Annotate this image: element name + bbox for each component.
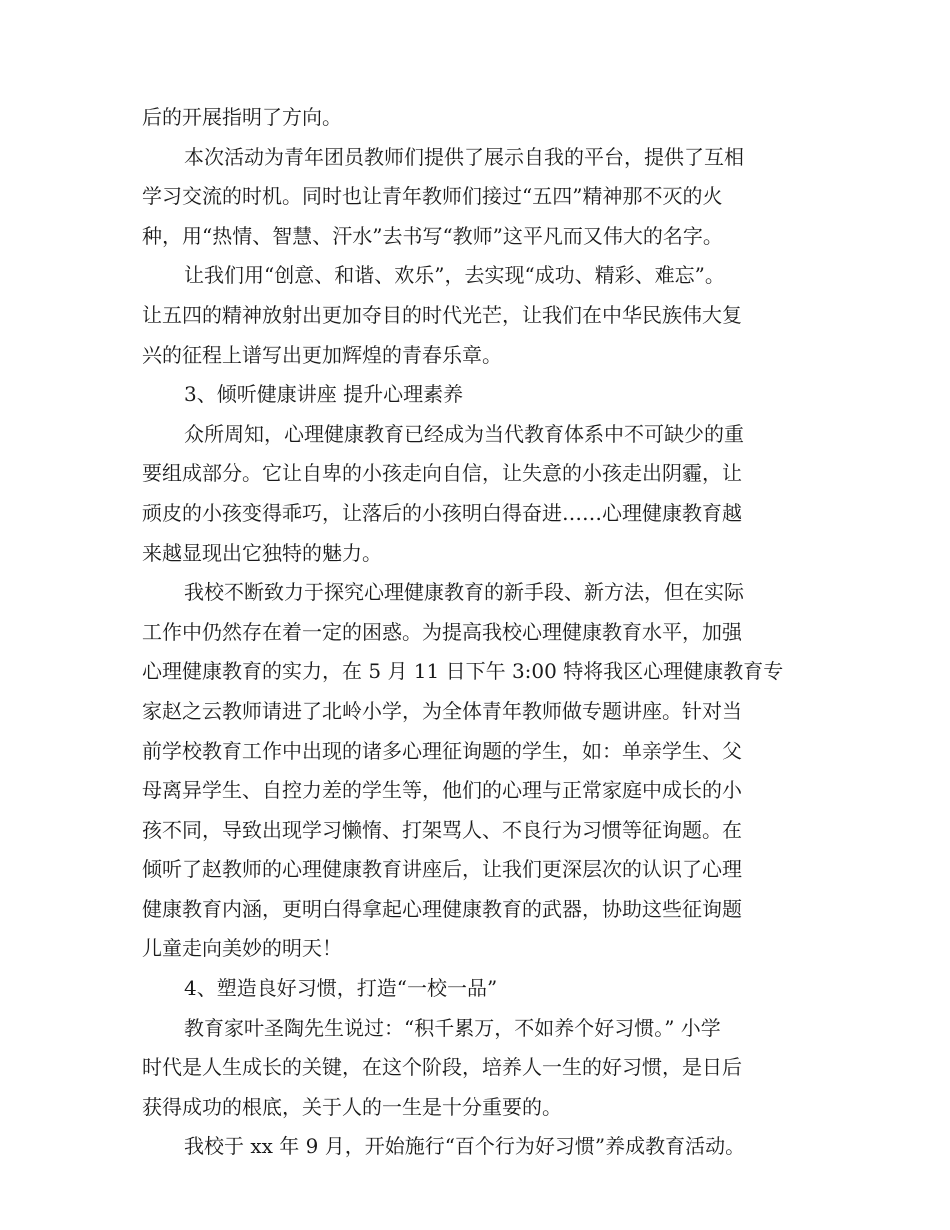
paragraph-line: 来越显现出它独特的魅力。 <box>142 540 382 565</box>
paragraph-line: 本次活动为青年团员教师们提供了展示自我的平台，提供了互相 <box>184 144 744 169</box>
paragraph-line: 前学校教育工作中出现的诸多心理征询题的学生，如：单亲学生、父 <box>142 738 742 763</box>
paragraph-line: 我校于 xx 年 9 月，开始施行“百个行为好习惯”养成教育活动。 <box>184 1134 746 1159</box>
paragraph-line: 兴的征程上谱写出更加辉煌的青春乐章。 <box>142 342 502 367</box>
paragraph-line: 获得成功的根底，关于人的一生是十分重要的。 <box>142 1094 562 1119</box>
paragraph-line: 孩不同，导致出现学习懒惰、打架骂人、不良行为习惯等征询题。在 <box>142 817 742 842</box>
paragraph-line: 儿童走向美妙的明天！ <box>142 936 342 961</box>
paragraph-line: 我校不断致力于探究心理健康教育的新手段、新方法，但在实际 <box>184 580 744 605</box>
paragraph-line: 众所周知，心理健康教育已经成为当代教育体系中不可缺少的重 <box>184 421 744 446</box>
paragraph-line: 后的开展指明了方向。 <box>142 105 342 129</box>
document-page <box>142 98 812 1167</box>
section-heading: 3、倾听健康讲座 提升心理素养 <box>184 382 464 407</box>
paragraph-line: 工作中仍然存在着一定的困惑。为提高我校心理健康教育水平，加强 <box>142 619 742 644</box>
paragraph-line: 倾听了赵教师的心理健康教育讲座后，让我们更深层次的认识了心理 <box>142 857 742 882</box>
paragraph-line: 时代是人生成长的关键，在这个阶段，培养人一生的好习惯，是日后 <box>142 1055 742 1080</box>
section-heading: 4、塑造良好习惯，打造“一校一品” <box>184 976 498 1001</box>
paragraph-line: 健康教育内涵，更明白得拿起心理健康教育的武器，协助这些征询题 <box>142 896 742 921</box>
paragraph-line: 让我们用“创意、和谐、欢乐”，去实现“成功、精彩、难忘”。 <box>184 263 725 288</box>
paragraph-line: 母离异学生、自控力差的学生等，他们的心理与正常家庭中成长的小 <box>142 778 742 803</box>
paragraph-line: 顽皮的小孩变得乖巧，让落后的小孩明白得奋进……心理健康教育越 <box>142 500 742 525</box>
paragraph-line: 教育家叶圣陶先生说过：“积千累万，不如养个好习惯。” 小学 <box>184 1015 721 1040</box>
paragraph-line: 种，用“热情、智慧、汗水”去书写“教师”这平凡而又伟大的名字。 <box>142 223 723 248</box>
paragraph-line: 心理健康教育的实力，在 5 月 11 日下午 3:00 特将我区心理健康教育专 <box>142 659 784 684</box>
paragraph-line: 让五四的精神放射出更加夺目的时代光芒，让我们在中华民族伟大复 <box>142 302 742 327</box>
paragraph-line: 要组成部分。它让自卑的小孩走向自信，让失意的小孩走出阴霾，让 <box>142 461 742 486</box>
paragraph-line: 家赵之云教师请进了北岭小学，为全体青年教师做专题讲座。针对当 <box>142 698 742 723</box>
paragraph-line: 学习交流的时机。同时也让青年教师们接过“五四”精神那不灭的火 <box>142 184 723 209</box>
